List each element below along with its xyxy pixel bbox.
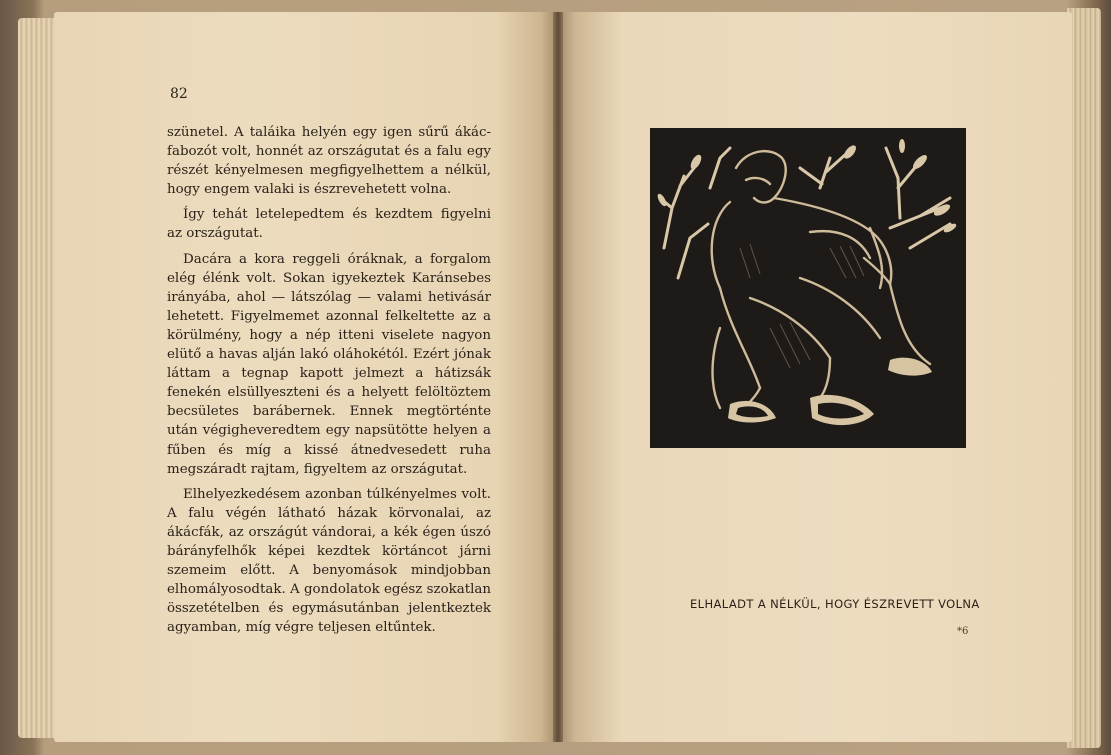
book-gutter [553, 12, 563, 742]
page-mark: *6 [957, 626, 969, 637]
paragraph: szünetel. A taláika helyén egy igen sűrű ákác-fabozót volt, honnét az országutat és a falu egy részét kényelmesen megfigyelhettem a nélkül, hogy engem valaki is észrevehetett volna. [167, 125, 491, 198]
right-page-edges [1067, 8, 1101, 748]
woodcut-illustration [650, 128, 966, 448]
body-text [167, 123, 491, 643]
page-number: 82 [170, 86, 188, 102]
paragraph: Így tehát letelepedtem és kezdtem figyelni az országutat. [167, 207, 491, 242]
paragraph: Dacára a kora reggeli óráknak, a forgalom elég élénk volt. Sokan igyekeztek Karánsebes irányába, ahol — látszólag — valami hetivásár lehetett. Figyelmemet azonnal felkeltette az a körülmény, hogy a nép itteni viselete nagyon elütő a havas alján lakó oláhokétól. Ezért jónak láttam a tegnap kapott jelmezt a hátizsák fenekén elsüllyeszteni és a helyett felöltöztem becsületes barábernek. Ennek megtörténte után végigheveredtem egy napsütötte helyen a fűben és míg a kissé átnedvesedett ruha megszáradt rajtam, figyeltem az országutat. [167, 251, 491, 477]
illustration-caption: ELHALADT A NÉLKÜL, HOGY ÉSZREVETT VOLNA [690, 597, 980, 611]
paragraph: Elhelyezkedésem azonban túlkényelmes volt. A falu végén látható házak körvonalai, az ákácfák, az országút vándorai, a kék égen úszó bárányfelhők képei kezdtek körtáncot járni szemeim előtt. A benyomások mindjobban elhomályosodtak. A gondolatok egész szokatlan összetételben és egymásutánban jelentkeztek agyamban, míg végre teljesen eltűntek. [167, 486, 491, 636]
left-page-edges [18, 18, 58, 738]
